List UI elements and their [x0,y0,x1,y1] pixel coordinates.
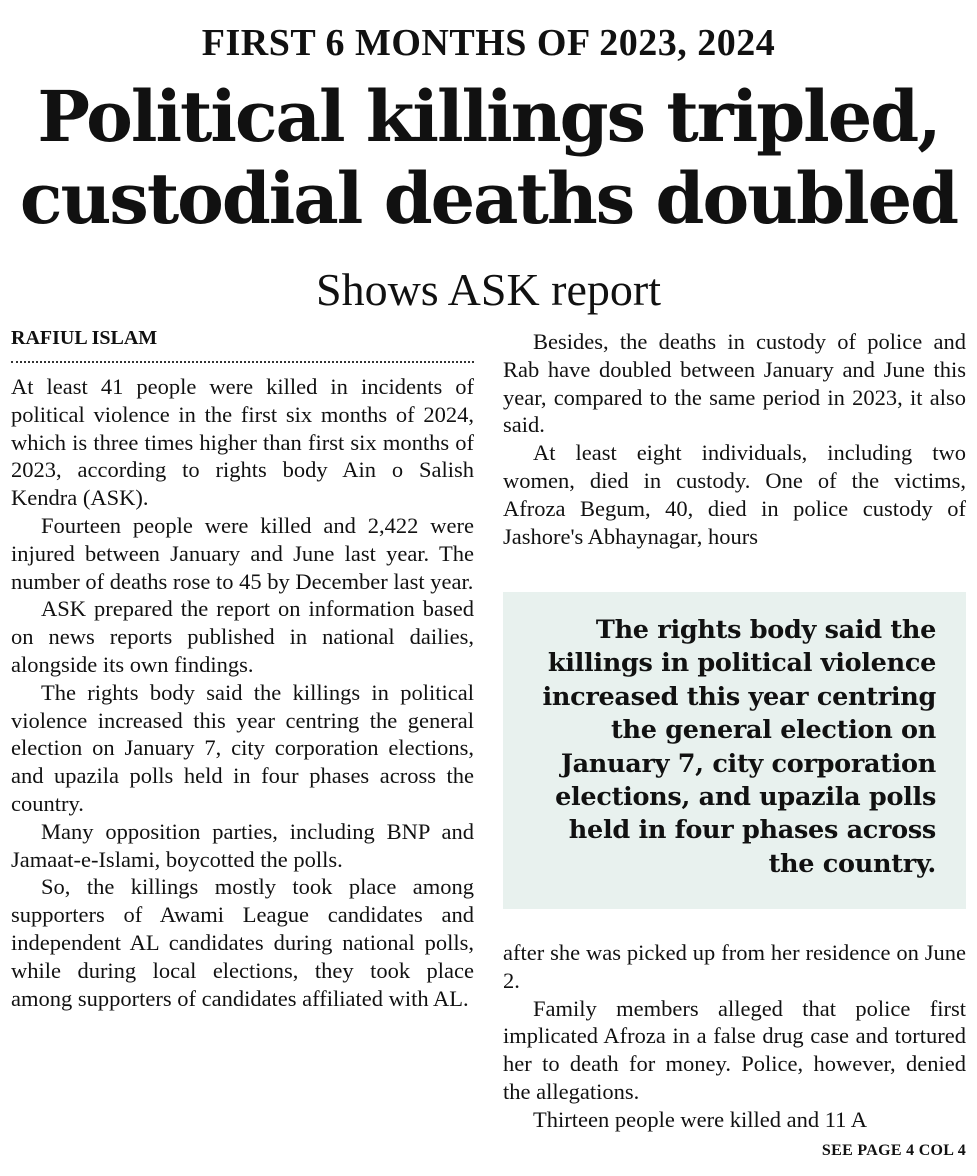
byline: RAFIUL ISLAM [11,327,158,349]
paragraph: Thirteen people were killed and 11 A [533,1106,868,1132]
subheadline: Shows ASK report [315,264,662,315]
paragraph: Many opposition parties, including BNP and Jamaat-e-Islami, boycotted the polls. [11,818,474,872]
pull-quote-text: The rights body said the killings in political violence increased this year centring the general election on January 7, city corporation elections, and upazila polls held in four phases across the country. [542,615,936,879]
article-column-right-top [503,328,966,550]
headline-line-1: Political killings tripled, [37,75,940,158]
paragraph: So, the killings mostly took place among supporters of Awami League candidates and independent AL candidates during national polls, while during local elections, they took place among supporters of candidates affiliated with AL. [11,874,474,1011]
article-column-right-bottom [503,939,966,1134]
continued-on-link[interactable]: SEE PAGE 4 COL 4 [821,1142,966,1159]
paragraph: ASK prepared the report on information based on news reports published in national dailies, alongside its own findings. [11,596,474,677]
paragraph: after she was picked up from her residence on June 2. [503,940,966,993]
paragraph: Family members alleged that police first implicated Afroza in a false drug case and tortured her to death for money. Police, however, denied the allegations. [503,995,966,1104]
paragraph: At least 41 people were killed in incidents of political violence in the first six months of 2024, which is three times higher than first six months of 2023, according to rights body Ain o Salish Kendra (ASK). [11,374,474,511]
paragraph: At least eight individuals, including two women, died in custody. One of the victims, Afroza Begum, 40, died in police custody of Jashore's Abhaynagar, hours [503,440,966,549]
headline [0,76,977,240]
headline-line-2: custodial deaths doubled [19,157,958,240]
kicker: FIRST 6 MONTHS OF 2023, 2024 [201,22,776,64]
article-column-left [11,373,474,1012]
paragraph: Fourteen people were killed and 2,422 were injured between January and June last year. The number of deaths rose to 45 by December last year. [11,512,474,594]
paragraph: The rights body said the killings in political violence increased this year centring the general election on January 7, city corporation elections, and upazila polls held in four phases across the country. [11,679,474,816]
paragraph: Besides, the deaths in custody of police and Rab have doubled between January and June this year, compared to the same period in 2023, it also said. [503,329,966,438]
byline-divider [11,361,474,363]
pull-quote-box [503,592,966,909]
